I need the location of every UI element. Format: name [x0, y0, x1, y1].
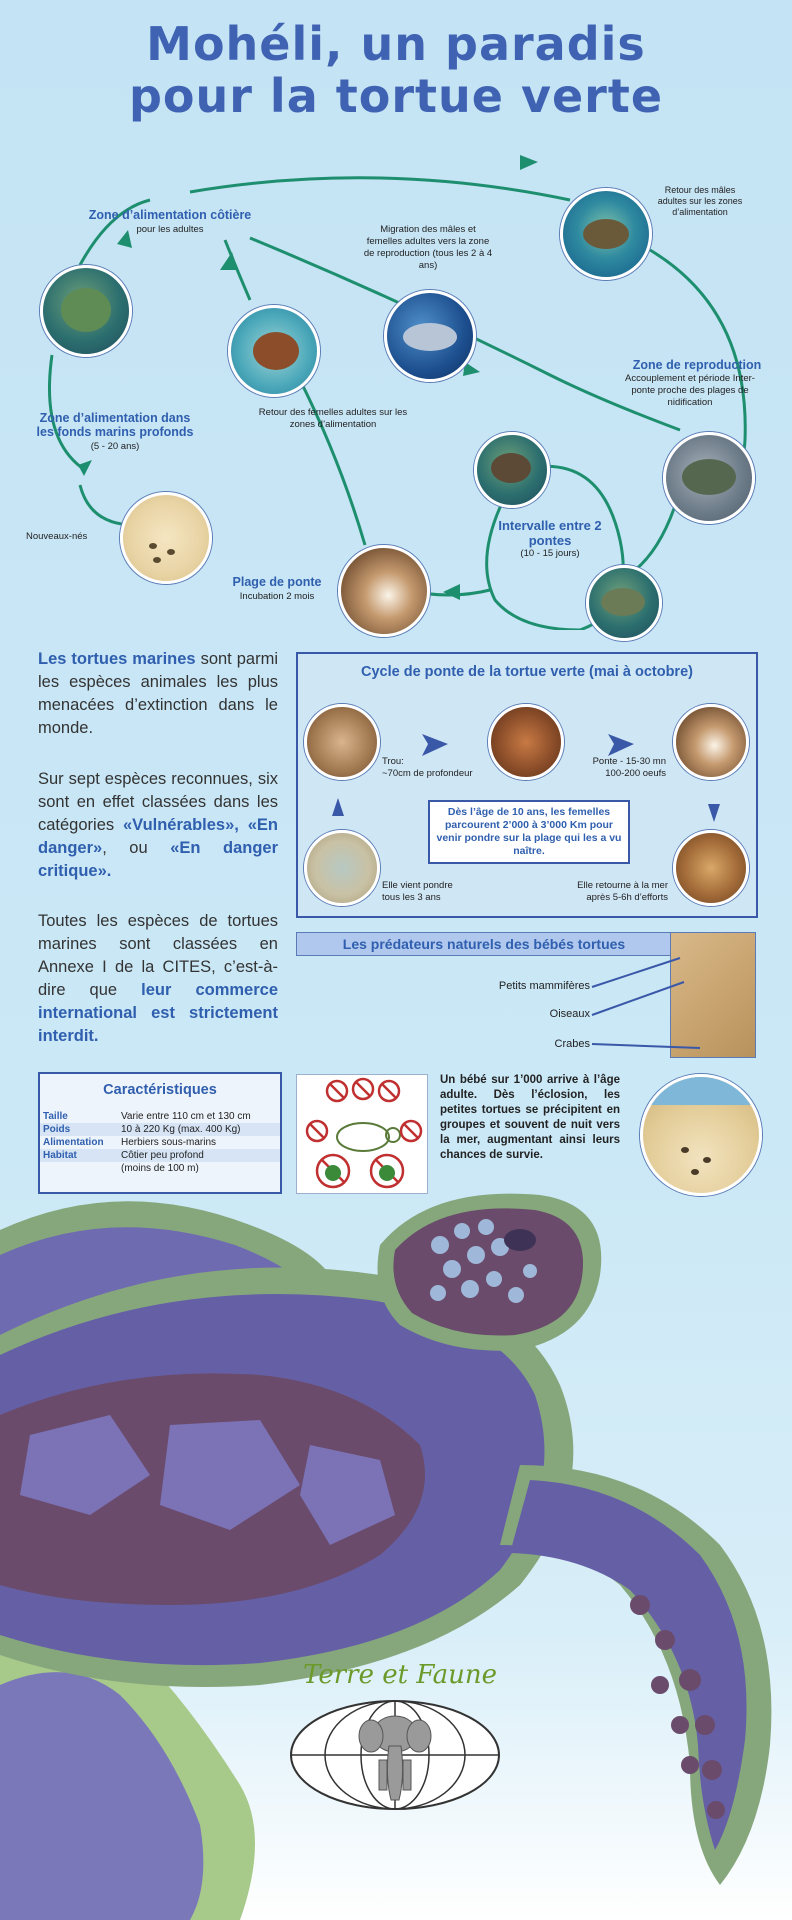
ponte-cap-returns: Elle retourne à la mer après 5-6h d’efforts: [577, 880, 668, 903]
label-zone-profonde-sub: (5 - 20 ans): [90, 441, 140, 452]
label-plage-sub: Incubation 2 mois: [239, 591, 315, 602]
predators-title: Les prédateurs naturels des bébés tortues: [296, 932, 672, 956]
label-zone-cotiere: Zone d’alimentation côtière: [88, 208, 252, 222]
intro-p2-e: , ou: [102, 839, 171, 857]
ponte-cap-arrives: Elle vient pondre tous les 3 ans: [382, 880, 453, 903]
intro-p3-a: Toutes les espèces de tortues marines sont classées en Annexe I de la CITES, c’est-à-dire que: [38, 912, 278, 999]
label-zone-cotiere-sub: pour les adultes: [136, 224, 204, 235]
photo-migration-turtle: [384, 290, 476, 382]
photo-newborns: [120, 492, 212, 584]
char-row-taille: Taille Varie entre 110 cm et 130 cm: [43, 1111, 251, 1122]
char-row-alimentation: Alimentation Herbiers sous-marins: [43, 1137, 217, 1148]
intro-paragraph-2: [38, 768, 278, 883]
ponte-center-note: Dès l’âge de 10 ans, les femelles parcourent 2’000 à 3’000 Km pour venir pondre sur la plage qui les a vu naître.: [428, 800, 630, 864]
label-intervalle: Intervalle entre 2 pontes: [498, 518, 602, 548]
threats-icons: [297, 1075, 427, 1193]
photo-female-turtle-returning: [228, 305, 320, 397]
characteristics-box: [38, 1072, 282, 1194]
intro-p1-rest: sont parmi les espèces animales les plus menacées d’extinction dans le monde.: [38, 650, 278, 737]
char-row-poids: Poids 10 à 220 Kg (max. 400 Kg): [40, 1123, 280, 1136]
label-zone-reproduction: Zone de reproduction: [632, 358, 762, 372]
label-retour-femelles: Retour des femelles adultes sur les zones d’alimentation: [258, 407, 408, 430]
baby-survival-text: Un bébé sur 1’000 arrive à l’âge adulte. Dès l’éclosion, les petites tortues se précipitent en groupes et souvent de nuit vers la mer, augmentant ainsi leurs chances de survie.: [440, 1074, 620, 1161]
ponte-cycle-box: [296, 652, 758, 918]
photo-intervalle-top: [474, 432, 550, 508]
predator-pointer-lines: [588, 940, 718, 1060]
label-retour-males: Retour des mâles adultes sur les zones d’alimentation: [657, 185, 743, 217]
photo-male-turtle-returning: [560, 188, 652, 280]
ponte-title: Cycle de ponte de la tortue verte (mai à octobre): [361, 664, 693, 680]
label-plage: Plage de ponte: [232, 575, 322, 589]
intro-p2-c: [239, 816, 248, 834]
predator-oiseaux: Oiseaux: [549, 1008, 590, 1020]
label-zone-profonde: Zone d’alimentation dans les fonds marins profonds: [36, 411, 194, 439]
photo-nest-eggs: [338, 545, 430, 637]
intro-paragraph-1: [38, 648, 278, 740]
title-line-2: pour la tortue verte: [128, 69, 664, 123]
photo-turtle-coastal: [40, 265, 132, 357]
characteristics-title: Caractéristiques: [103, 1082, 217, 1098]
intro-p2-a: Sur sept espèces reconnues, six sont en effet classées dans les catégories: [38, 770, 278, 834]
intro-p1-bold: Les tortues marines: [38, 650, 196, 668]
intro-p3-commerce: leur commerce international est strictement interdit.: [38, 981, 278, 1045]
threats-icon-panel: [296, 1074, 428, 1194]
photo-reproduction-turtle: [663, 432, 755, 524]
ponte-arrows: [298, 654, 756, 916]
predator-mammiferes: Petits mammifères: [498, 980, 590, 992]
photo-intervalle-bottom: [586, 565, 662, 641]
logo-text: Terre et Faune: [303, 1660, 497, 1690]
label-intervalle-sub: (10 - 15 jours): [520, 548, 580, 559]
intro-p2-critique: «En danger critique».: [38, 839, 279, 880]
char-row-habitat: Habitat Côtier peu profond: [40, 1149, 280, 1162]
intro-p2-en-danger: «En danger»: [38, 816, 278, 857]
title-line-1: Mohéli, un paradis: [146, 17, 646, 71]
logo-globe-elephant: [285, 1696, 505, 1814]
intro-p2-vulnerables: «Vulnérables»,: [123, 816, 239, 834]
label-migration: Migration des mâles et femelles adultes vers la zone de reproduction (tous les 2 à 4 ans): [363, 224, 493, 271]
label-zone-reproduction-sub: Accouplement et période Inter-ponte proche des plages de nidification: [625, 373, 755, 408]
ponte-cap-hole: Trou: ~70cm de profondeur: [382, 756, 473, 779]
predator-crabes: Crabes: [554, 1038, 590, 1050]
char-row-habitat-depth: (moins de 100 m): [121, 1163, 199, 1174]
photo-hatchlings-beach: [640, 1074, 762, 1196]
intro-paragraph-3: [38, 910, 278, 1048]
label-nouveaux-nes: Nouveaux-nés: [26, 531, 88, 542]
photo-sea-strip: [643, 1077, 759, 1105]
ponte-cap-laying: Ponte - 15-30 mn 100-200 oeufs: [592, 756, 666, 779]
